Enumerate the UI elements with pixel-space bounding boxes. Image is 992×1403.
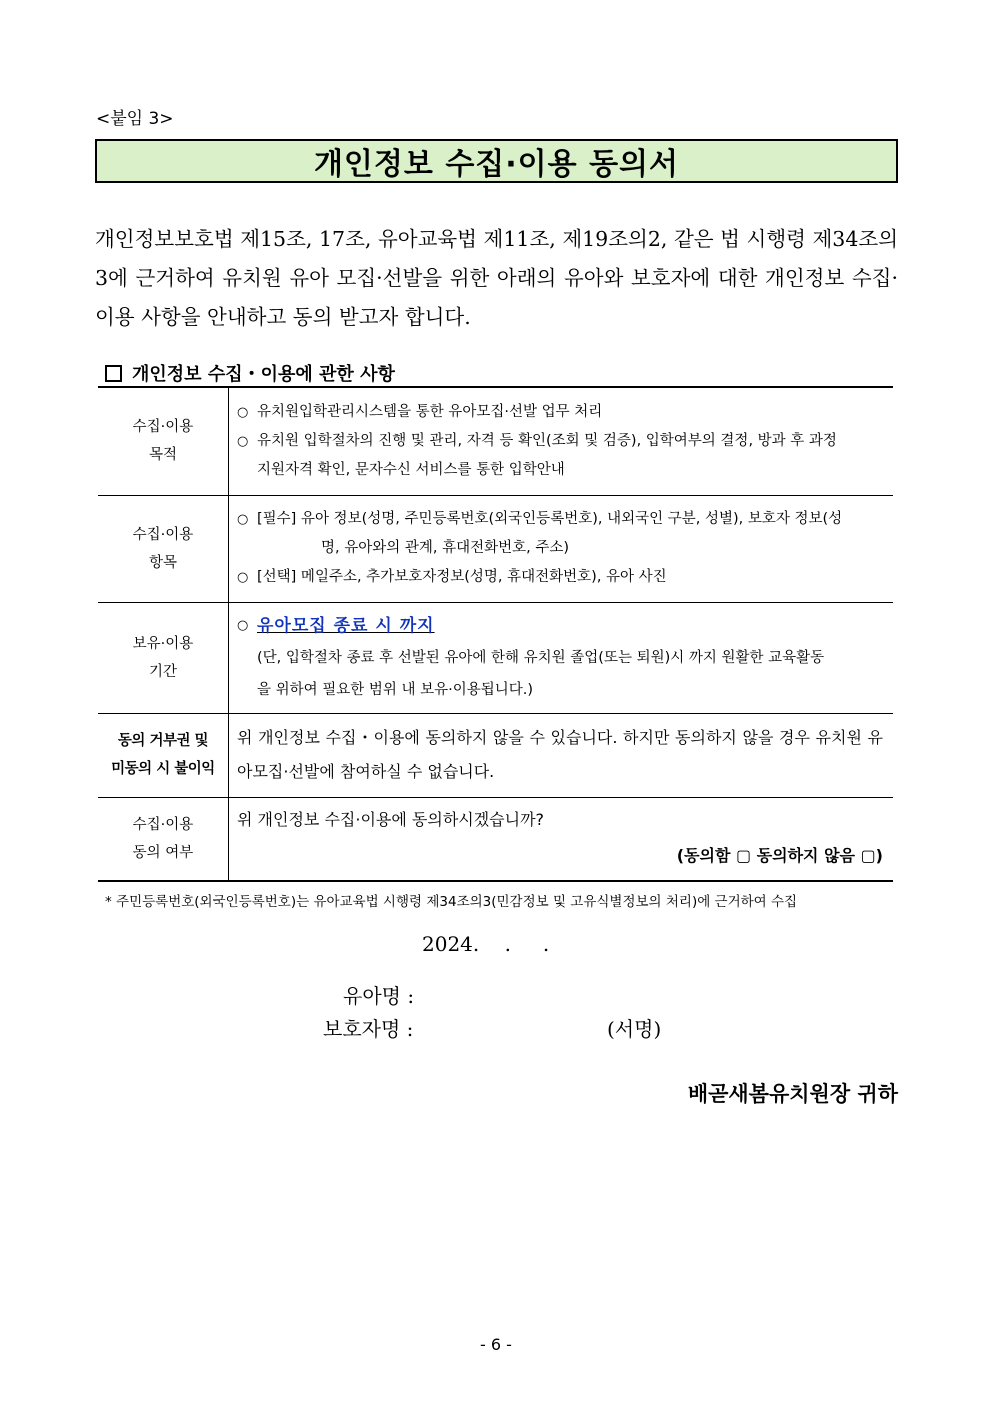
items-header-line1: 수집·이용	[132, 526, 194, 543]
retention-note: (단, 입학절차 종료 후 선발된 유아에 한해 유치원 졸업(또는 퇴원)시 까지 원활한 교육활동	[257, 649, 825, 666]
list-item: ○ [선택] 메일주소, 추가보호자정보(성명, 휴대전화번호), 유아 사진	[237, 563, 883, 592]
list-item-continuation: 지원자격 확인, 문자수신 서비스를 통한 입학안내	[257, 461, 565, 478]
refusal-header	[98, 713, 229, 797]
consent-header-line2: 동의 여부	[132, 844, 194, 861]
purpose-header-line1: 수집·이용	[132, 419, 194, 436]
consent-content	[229, 797, 894, 881]
consent-checkboxes[interactable]: (동의함 ▢ 동의하지 않음 ▢)	[676, 845, 883, 865]
circle-bullet-icon: ○	[237, 404, 249, 420]
intro-paragraph: 개인정보보호법 제15조, 17조, 유아교육법 제11조, 제19조의2, 같은 법 시행령 제34조의3에 근거하여 유치원 유아 모집·선발을 위한 아래의 유아와 보호자에 대한 개인정보 수집·이용 사항을 안내하고 동의 받고자 합니다.	[95, 227, 898, 329]
retention-header-line2: 기간	[148, 663, 177, 680]
attachment-label: <붙임 3>	[96, 109, 174, 129]
title-banner	[95, 139, 898, 183]
refusal-header-line1: 동의 거부권 및	[117, 733, 209, 749]
page-number: - 6 -	[480, 1335, 512, 1354]
table-row-retention	[98, 602, 893, 713]
circle-bullet-icon: ○	[237, 570, 249, 585]
refusal-header-line2: 미동의 시 불이익	[111, 761, 215, 777]
retention-header	[98, 602, 229, 713]
table-row-items	[98, 495, 893, 602]
list-item	[237, 610, 883, 642]
consent-question: 위 개인정보 수집·이용에 동의하시겠습니까?	[237, 809, 545, 829]
circle-bullet-icon: ○	[237, 512, 249, 527]
list-item: ○ 유치원 입학절차의 진행 및 관리, 자격 등 확인(조회 및 검증), 입학여부의 결정, 방과 후 과정	[237, 427, 883, 456]
list-item-continuation: 명, 유아와의 관계, 휴대전화번호, 주소)	[321, 540, 570, 556]
info-table	[98, 386, 893, 882]
consent-header-line1: 수집·이용	[132, 816, 194, 833]
consent-header	[98, 797, 229, 881]
list-item: ○ [필수] 유아 정보(성명, 주민등록번호(외국인등록번호), 내외국인 구분, 성별), 보호자 정보(성	[237, 505, 883, 534]
child-name-label: 유아명 :	[343, 984, 415, 1008]
table-row-purpose	[98, 387, 893, 495]
section-heading	[105, 360, 395, 386]
list-item: ○ 유치원입학관리시스템을 통한 유아모집·선발 업무 처리	[237, 398, 883, 427]
items-header	[98, 495, 229, 602]
circle-bullet-icon: ○	[237, 433, 249, 449]
addressee: 배곧새봄유치원장 귀하	[687, 1081, 898, 1106]
table-row-consent	[98, 797, 893, 881]
circle-bullet-icon: ○	[237, 617, 249, 633]
purpose-header	[98, 387, 229, 495]
items-header-line2: 항목	[148, 554, 177, 571]
retention-note-continuation: 을 위하여 필요한 범위 내 보유·이용됩니다.)	[257, 681, 534, 698]
purpose-content	[229, 387, 894, 495]
refusal-content	[229, 713, 894, 797]
document-title: 개인정보 수집·이용 동의서	[313, 147, 680, 182]
items-content	[229, 495, 894, 602]
retention-content	[229, 602, 894, 713]
footnote: * 주민등록번호(외국인등록번호)는 유아교육법 시행령 제34조의3(민감정보 및 고유식별정보의 처리)에 근거하여 수집	[105, 894, 798, 910]
signature-label[interactable]: (서명)	[607, 1017, 662, 1041]
retention-header-line1: 보유·이용	[132, 635, 194, 652]
retention-period: 유아모집 종료 시 까지	[257, 615, 435, 636]
refusal-text: 위 개인정보 수집・이용에 동의하지 않을 수 있습니다. 하지만 동의하지 않을 경우 유치원 유아모집·선발에 참여하실 수 없습니다.	[237, 728, 883, 781]
purpose-header-line2: 목적	[148, 447, 177, 464]
date-field[interactable]: 2024. . .	[422, 932, 550, 956]
section-title: 개인정보 수집・이용에 관한 사항	[132, 364, 395, 385]
guardian-name-label: 보호자명 :	[323, 1017, 414, 1041]
square-bullet-icon	[105, 365, 122, 382]
table-row-refusal	[98, 713, 893, 797]
